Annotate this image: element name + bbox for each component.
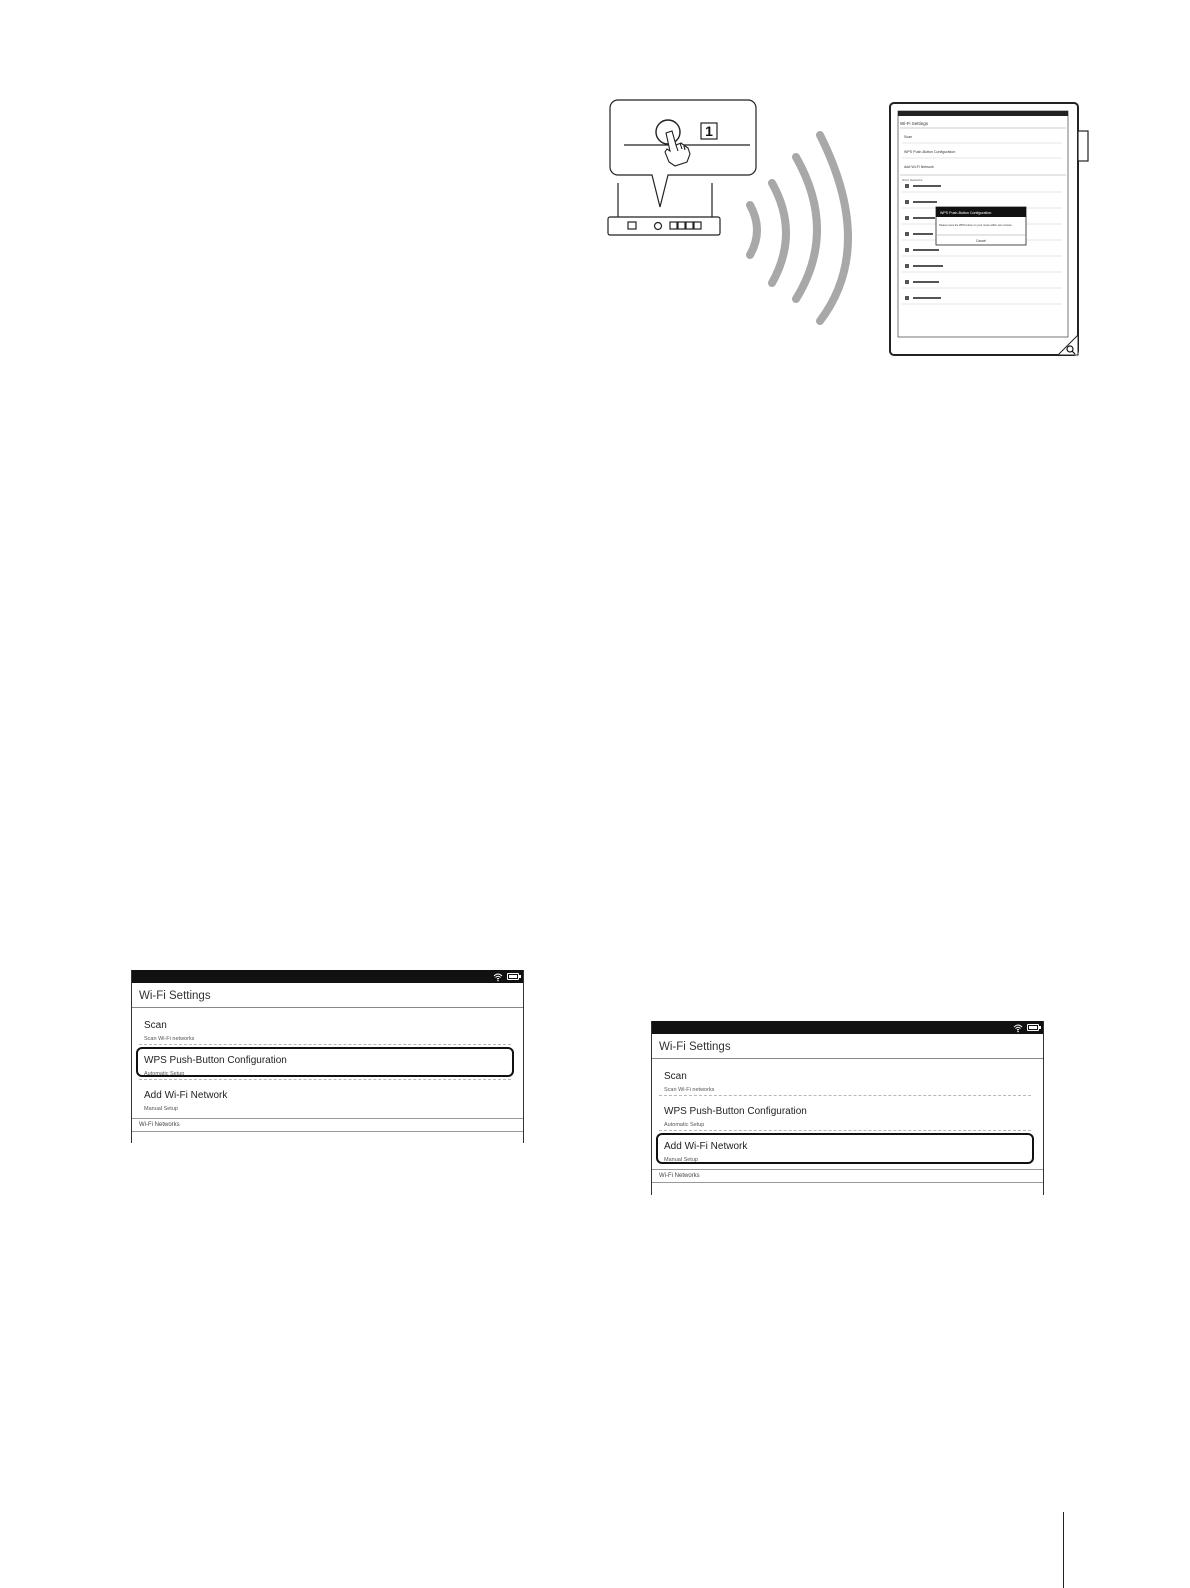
menu-item-subtitle: Automatic Setup <box>144 1071 185 1077</box>
menu-item-subtitle: Manual Setup <box>664 1157 698 1163</box>
wifi-settings-screen-1 <box>131 970 524 1143</box>
page-edge-rule <box>1063 1512 1064 1588</box>
menu-item-scan[interactable] <box>139 1010 511 1045</box>
menu-item-label: Add Wi-Fi Network <box>144 1090 228 1101</box>
step-number: 1 <box>705 123 713 139</box>
menu-item-label: WPS Push-Button Configuration <box>144 1055 287 1066</box>
menu-item-subtitle: Scan Wi-Fi networks <box>664 1087 715 1093</box>
wifi-networks-header: Wi-Fi Networks <box>652 1169 1043 1183</box>
device-menu-wps: WPS Push-Button Configuration <box>904 150 956 154</box>
menu-item-add-network[interactable] <box>659 1131 1031 1166</box>
device-dialog-title: WPS Push-Button Configuration <box>940 211 992 215</box>
menu-item-subtitle: Automatic Setup <box>664 1122 705 1128</box>
router-callout <box>610 100 756 207</box>
status-bar <box>652 1021 1043 1034</box>
status-bar <box>132 970 523 983</box>
wireless-signal-icon <box>750 135 848 321</box>
page-title: Wi-Fi Settings <box>652 1034 1043 1059</box>
wps-illustration <box>600 95 1110 365</box>
battery-icon <box>1027 1024 1039 1031</box>
device-screen-title: Wi-Fi Settings <box>900 121 929 126</box>
menu-item-label: Scan <box>144 1020 167 1031</box>
menu-item-label: Add Wi-Fi Network <box>664 1141 748 1152</box>
menu-item-scan[interactable] <box>659 1061 1031 1096</box>
menu-item-wps[interactable] <box>659 1096 1031 1131</box>
menu-item-label: WPS Push-Button Configuration <box>664 1106 807 1117</box>
wifi-networks-header: Wi-Fi Networks <box>132 1118 523 1132</box>
digital-paper-device <box>890 103 1088 355</box>
wifi-status-icon <box>493 972 503 982</box>
menu-item-subtitle: Manual Setup <box>144 1106 178 1112</box>
device-dialog-message: Please press the WPS button on your router within two minutes. <box>939 224 1013 227</box>
wifi-status-icon <box>1013 1023 1023 1033</box>
device-dialog-cancel: Cancel <box>976 239 986 243</box>
page-title: Wi-Fi Settings <box>132 983 523 1008</box>
device-menu-add: Add Wi-Fi Network <box>904 165 934 169</box>
menu-item-subtitle: Scan Wi-Fi networks <box>144 1036 195 1042</box>
device-menu-scan: Scan <box>904 135 913 139</box>
menu-item-label: Scan <box>664 1071 687 1082</box>
menu-item-add-network[interactable] <box>139 1080 511 1115</box>
wifi-settings-screen-2 <box>651 1021 1044 1195</box>
battery-icon <box>507 973 519 980</box>
menu-item-wps[interactable] <box>139 1045 511 1080</box>
device-section-header: Wi-Fi Networks <box>902 178 923 182</box>
